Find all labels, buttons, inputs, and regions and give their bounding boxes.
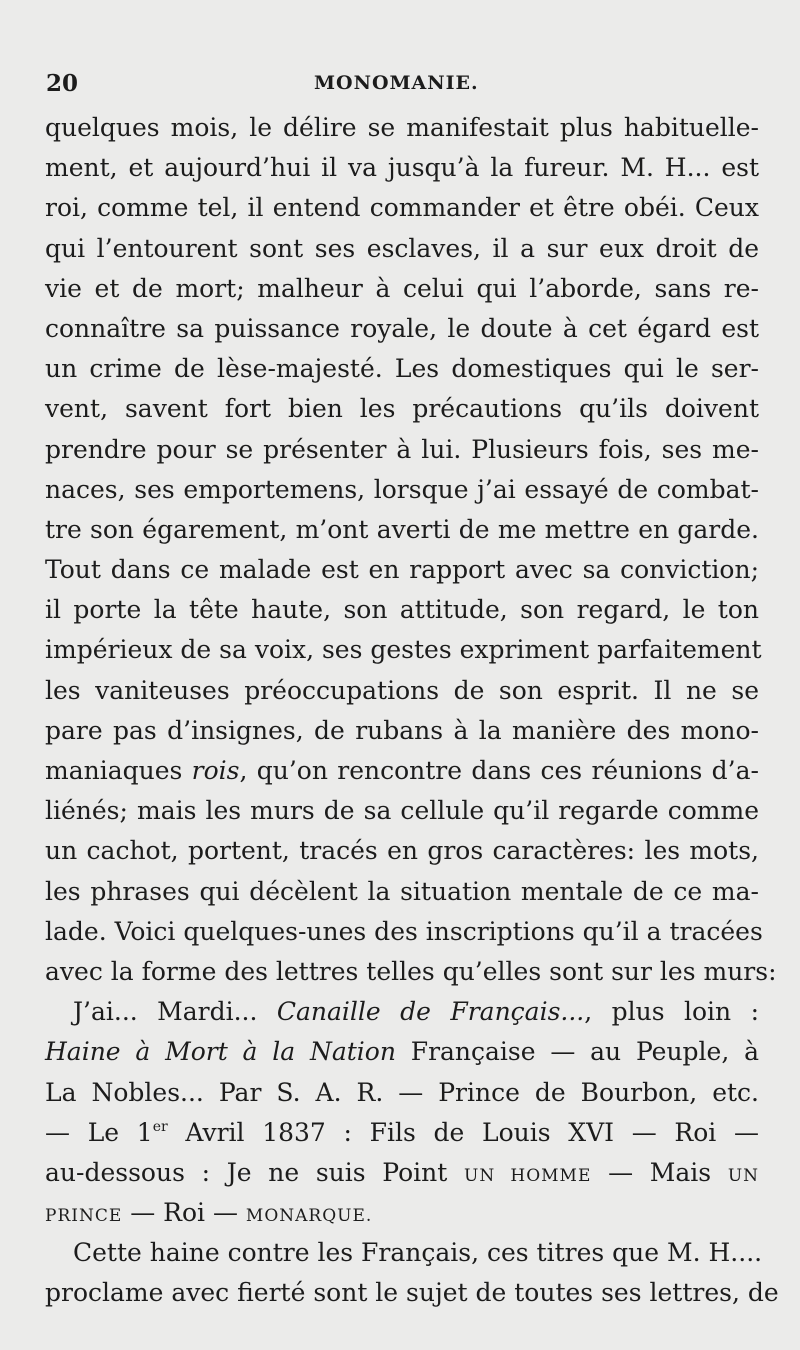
inscription-line: La Nobles... Par S. A. R. — Prince de Bourbon, etc. (45, 1077, 759, 1107)
text-line: roi, comme tel, il entend commander et être obéi. Ceux (45, 193, 759, 223)
text-line: connaître sa puissance royale, le doute à cet égard est (45, 313, 759, 343)
text-line: prendre pour se présenter à lui. Plusieurs fois, ses me- (45, 434, 759, 464)
inscription-line (45, 1113, 759, 1153)
text-line: avec la forme des lettres telles qu’elles sont sur les murs: (45, 956, 777, 986)
text-run: — Roi — (122, 1198, 246, 1228)
text-line: impérieux de sa voix, ses gestes expriment parfaitement (45, 635, 762, 665)
small-caps-run: UN HOMME (464, 1165, 592, 1186)
inscription-line (45, 992, 759, 1032)
text-run: , plus loin : (584, 997, 759, 1027)
small-caps-run: MONARQUE. (245, 1206, 373, 1227)
text-run: Avril 1837 : Fils de Louis XVI — Roi — (167, 1117, 760, 1147)
small-caps-run: PRINCE (45, 1206, 123, 1227)
text-line: vie et de mort; malheur à celui qui l’aborde, sans re- (45, 273, 759, 303)
text-line: liénés; mais les murs de sa cellule qu’il regarde comme (45, 796, 759, 826)
text-line: lade. Voici quelques-unes des inscriptions qu’il a tracées (45, 916, 763, 946)
text-run: au-dessous : Je ne suis Point (45, 1157, 465, 1187)
text-line: tre son égarement, m’ont averti de me mettre en garde. (45, 514, 759, 544)
italic-run: Canaille de Français... (276, 997, 585, 1027)
italic-word: rois (191, 756, 240, 785)
text-run: , qu’on rencontre dans ces réunions d’a- (239, 756, 759, 785)
text-run: J’ai... Mardi... (73, 997, 277, 1027)
text-line: Tout dans ce malade est en rapport avec sa conviction; (45, 555, 759, 585)
text-line (45, 751, 759, 791)
text-line: Cette haine contre les Français, ces titres que M. H.... (73, 1238, 763, 1268)
text-line: quelques mois, le délire se manifestait plus habituelle- (45, 113, 759, 142)
small-caps-run: UN (727, 1165, 760, 1186)
inscription-line (45, 1153, 759, 1193)
text-line: un cachot, portent, tracés en gros caractères: les mots, (45, 836, 759, 866)
text-line: qui l’entourent sont ses esclaves, il a sur eux droit de (45, 233, 759, 263)
text-line: pare pas d’insignes, de rubans à la manière des mono- (45, 715, 759, 745)
text-line: un crime de lèse-majesté. Les domestiques qui le ser- (45, 354, 759, 384)
text-run: maniaques (45, 756, 192, 785)
running-title: MONOMANIE. (314, 72, 479, 94)
page-header (0, 70, 800, 100)
text-line: ment, et aujourd’hui il va jusqu’à la fureur. M. H... est (45, 153, 759, 183)
page-number: 20 (46, 70, 79, 97)
text-run: — Mais (591, 1157, 728, 1187)
text-line: naces, ses emportemens, lorsque j’ai essayé de combat- (45, 474, 759, 504)
text-line: les vaniteuses préoccupations de son esprit. Il ne se (45, 675, 759, 705)
superscript: er (152, 1118, 168, 1135)
text-line: les phrases qui décèlent la situation mentale de ce ma- (45, 876, 759, 906)
italic-run: Haine à Mort à la Nation (45, 1037, 396, 1067)
inscription-line (45, 1193, 759, 1233)
text-line: vent, savent fort bien les précautions qu’ils doivent (45, 394, 759, 424)
text-run: — Le 1 (45, 1117, 153, 1147)
text-run: Française — au Peuple, à (395, 1037, 759, 1067)
text-line: il porte la tête haute, son attitude, son regard, le ton (45, 595, 759, 625)
text-line: proclame avec fierté sont le sujet de toutes ses lettres, de (45, 1278, 779, 1308)
page-body (45, 108, 779, 1314)
inscription-line (45, 1032, 759, 1072)
